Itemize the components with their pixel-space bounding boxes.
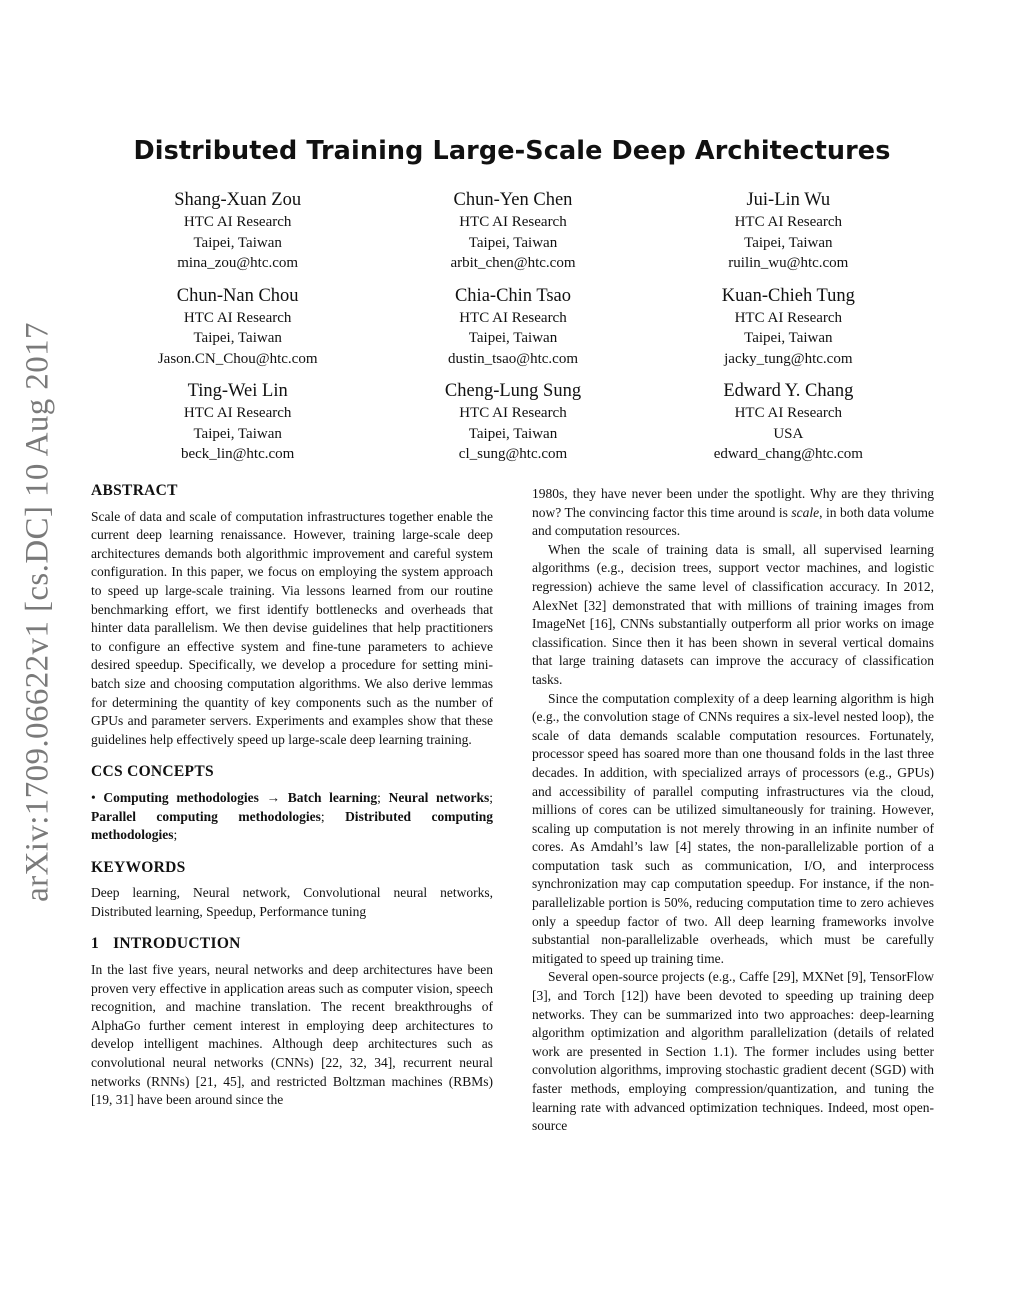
ccs-separator: ;	[320, 808, 325, 824]
author-location: Taipei, Taiwan	[468, 425, 558, 442]
author-name: Shang-Xuan Zou	[174, 190, 302, 210]
author-name: Chun-Nan Chou	[176, 285, 299, 306]
author-affiliation: HTC AI Research	[459, 309, 567, 326]
ccs-separator: ;	[173, 827, 178, 843]
author-location: Taipei, Taiwan	[744, 330, 833, 346]
author-location: USA	[773, 425, 804, 442]
author-card	[651, 379, 926, 465]
author-affiliation: HTC AI Research	[183, 309, 292, 326]
author-block	[100, 188, 926, 465]
right-column	[532, 485, 934, 1136]
left-column	[91, 482, 493, 1110]
author-email: mina_zou@htc.com	[177, 255, 299, 271]
author-name: Ting-Wei Lin	[187, 381, 288, 401]
ccs-separator: ;	[489, 789, 494, 805]
author-location: Taipei, Taiwan	[468, 234, 558, 251]
author-affiliation: HTC AI Research	[734, 405, 843, 421]
author-card	[651, 188, 926, 274]
author-affiliation: HTC AI Research	[734, 214, 843, 230]
intro-paragraph: In the last five years, neural networks and deep architectures have been proven very effective in application areas such as computer vision, speech recognition, and machine translation. The recent breakthroughs of AlphaGo further cement interest in employing deep architectures to develop intelligent machines. Although deep architectures such as convolutional neural networks (CNNs) [22, 32, 34], recurrent neural networks (RNNs) [21, 45], and restricted Boltzman machines (RBMs) [19, 31] have been around since the	[91, 962, 493, 1108]
ccs-separator: ;	[377, 789, 381, 805]
author-card	[100, 188, 375, 274]
abstract-heading: ABSTRACT	[91, 482, 178, 499]
intro-text: 1980s, they have never been under the spotlight. Why are they thriving now? The convincing factor this time around is	[532, 486, 934, 520]
author-location: Taipei, Taiwan	[193, 330, 282, 346]
author-card	[375, 379, 650, 465]
author-name: Chun-Yen Chen	[453, 190, 573, 210]
intro-paragraph: When the scale of training data is small, all supervised learning algorithms (e.g., decision trees, support vector machines, and logistic regression) achieve the same level of classification accuracy. In 2012, AlexNet [32] demonstrated that with millions of training images from ImageNet [16], CNNs substantially outperform all prior works on image classification. Since then it has been shown in several vertical domains that large training datasets can improve the accuracy of classification tasks.	[532, 541, 934, 687]
author-location: Taipei, Taiwan	[193, 425, 282, 442]
ccs-concepts-text	[91, 789, 493, 845]
intro-heading	[91, 935, 493, 954]
author-name: Kuan-Chieh Tung	[721, 285, 855, 306]
author-email: edward_chang@htc.com	[713, 446, 863, 462]
author-email: arbit_chen@htc.com	[450, 255, 576, 271]
author-card	[651, 284, 926, 370]
author-location: Taipei, Taiwan	[744, 234, 833, 251]
ccs-item: Parallel computing methodologies	[91, 808, 321, 824]
author-email: jacky_tung@htc.com	[724, 350, 853, 367]
section-number: 1	[91, 935, 100, 953]
author-email: Jason.CN_Chou@htc.com	[157, 350, 318, 367]
author-email: beck_lin@htc.com	[180, 446, 295, 462]
author-email: ruilin_wu@htc.com	[728, 255, 849, 271]
author-location: Taipei, Taiwan	[468, 330, 558, 346]
intro-paragraph-continued	[532, 485, 934, 541]
emphasis-scale: scale	[791, 504, 820, 520]
author-affiliation: HTC AI Research	[183, 405, 292, 421]
author-card	[100, 379, 375, 465]
intro-paragraph: Several open-source projects (e.g., Caffe [29], MXNet [9], TensorFlow [3], and Torch [12]) have been devoted to speeding up training deep networks. They can be summarized into two approaches: deep-learning algorithm optimization and algorithm parallelization (details of related work are presented in Section 1.1). The former includes using better convolution algorithms, improving stochastic gradient decent (SGD) with faster methods, employing compression/quantization, and tuning the learning rate with advanced optimization techniques. Indeed, most open-source	[532, 969, 934, 1134]
author-location: Taipei, Taiwan	[193, 234, 282, 251]
ccs-bullet: •	[91, 789, 96, 805]
author-affiliation: HTC AI Research	[734, 309, 843, 326]
author-name: Edward Y. Chang	[723, 381, 854, 401]
arxiv-identifier-stamp: arXiv:1709.06622v1 [cs.DC] 10 Aug 2017	[19, 322, 56, 902]
author-name: Chia-Chin Tsao	[454, 285, 572, 306]
author-email: dustin_tsao@htc.com	[447, 350, 579, 367]
intro-paragraph: Since the computation complexity of a deep learning algorithm is high (e.g., the convolution stage of CNNs requires a six-level nested loop), the scale of data demands scalable computation resources. Fortunately, processor speed has soared more than one thousand folds in the last three decades. In addition, with specialized arrays of processors (e.g., GPUs) and accessibility of parallel computing infrastructures via the cloud, millions of cores can be utilized simultaneously for training. However, scaling up computation is not merely throwing in an infinite number of cores. As Amdahl’s law [4] states, the non-parallelizable portion of a computation task such as communication, I/O, and interprocess synchronization may cap computation speedup. For instance, if the non-parallelizable portion is 50%, reducing computation time to zero achieves only a speedup factor of two. All deep learning frameworks involve substantial non-parallelizable overheads, which must be carefully mitigated to speed up training time.	[532, 690, 934, 966]
ccs-item: Distributed computing methodologies	[91, 808, 494, 843]
author-card	[375, 188, 650, 274]
author-name: Cheng-Lung Sung	[444, 381, 582, 401]
author-email: cl_sung@htc.com	[458, 446, 568, 462]
keywords-heading: KEYWORDS	[91, 858, 186, 876]
paper-title: Distributed Training Large-Scale Deep Architectures	[133, 136, 891, 166]
keywords-text: Deep learning, Neural network, Convolutional neural networks, Distributed learning, Speedup, Performance tuning	[91, 885, 493, 919]
intro-text: , in both data volume and computation resources.	[532, 504, 934, 539]
ccs-heading: CCS CONCEPTS	[91, 763, 214, 781]
author-affiliation: HTC AI Research	[459, 214, 567, 230]
author-card	[375, 284, 650, 370]
abstract-text: Scale of data and scale of computation infrastructures together enable the current deep learning renaissance. However, training large-scale deep architectures demands both algorithmic improvement and careful system configuration. In this paper, we focus on employing the system approach to speed up large-scale training. Via lessons learned from our routine benchmarking effort, we first identify bottlenecks and overheads that hinter data parallelism. We then devise guidelines that help practitioners to configure an effective system and fine-tune parameters to achieve desired speedup. Specifically, we develop a procedure for setting mini-batch size and choosing computation algorithms. We also derive lemmas for determining the quantity of key components such as the number of GPUs and parameter servers. Experiments and examples show that these guidelines help effectively speed up large-scale deep learning training.	[91, 508, 493, 747]
author-affiliation: HTC AI Research	[459, 405, 567, 421]
section-title: INTRODUCTION	[113, 935, 241, 953]
author-card	[100, 284, 375, 370]
ccs-item: Neural networks	[388, 789, 490, 805]
ccs-item: Computing methodologies → Batch learning	[103, 789, 378, 805]
author-affiliation: HTC AI Research	[183, 214, 292, 230]
author-name: Jui-Lin Wu	[746, 190, 831, 210]
